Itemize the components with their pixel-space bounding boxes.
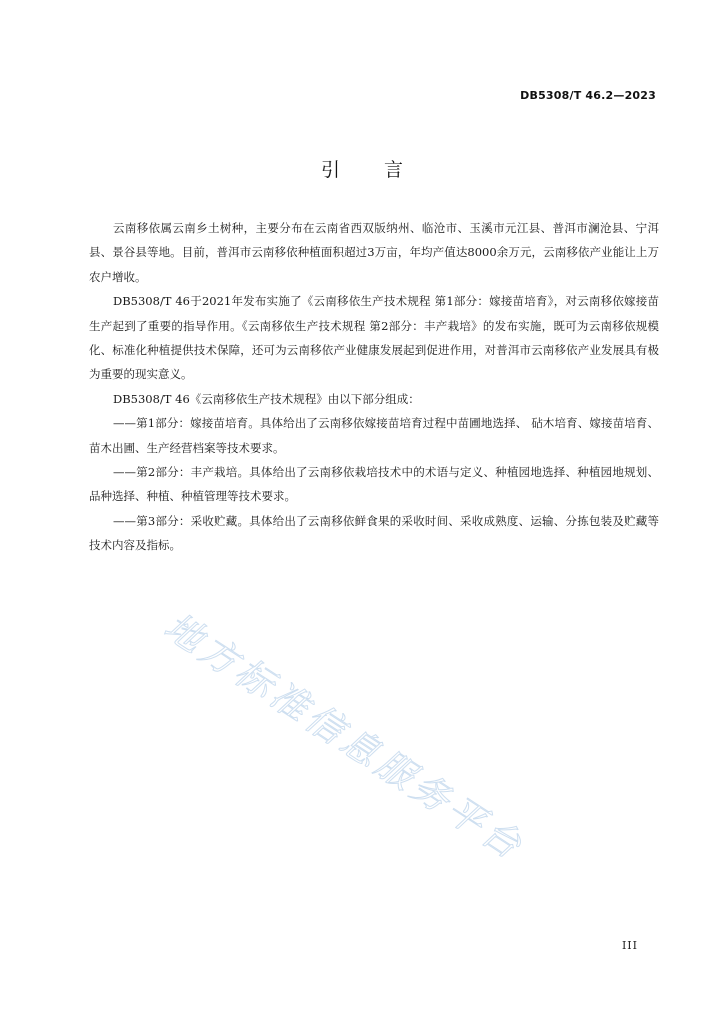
paragraph-parts-intro: DB5308/T 46《云南移依生产技术规程》由以下部分组成： <box>113 391 420 406</box>
body-text <box>89 216 659 558</box>
paragraph-part-3: ——第3部分：采收贮藏。具体给出了云南移依鲜食果的采收时间、采收成熟度、运输、分拣包装及贮藏等技术内容及指标。 <box>89 513 659 553</box>
paragraph-part-2: ——第2部分：丰产栽培。具体给出了云南移依栽培技术中的术语与定义、种植园地选择、种植园地规划、品种选择、种植、种植管理等技术要求。 <box>89 465 659 504</box>
watermark-text: 地方标准信息服务平台 <box>156 604 533 870</box>
paragraph-intro: 云南移依属云南乡土树种，主要分布在云南省西双版纳州、临沧市、玉溪市元江县、普洱市澜沧县、宁洱县、景谷县等地。目前，普洱市云南移依种植面积超过3万亩，年均产值达8000余万元，云南移依产业能让上万农户增收。 <box>89 221 659 284</box>
paragraph-part-1: ——第1部分：嫁接苗培育。具体给出了云南移依嫁接苗培育过程中苗圃地选择、 砧木培育、嫁接苗培育、苗木出圃、生产经营档案等技术要求。 <box>89 416 659 455</box>
document-code: DB5308/T 46.2—2023 <box>520 89 656 102</box>
page-number: III <box>621 939 638 952</box>
page-title: 引言 <box>320 159 447 181</box>
paragraph-standard-history: DB5308/T 46于2021年发布实施了《云南移依生产技术规程 第1部分：嫁接苗培育》，对云南移依嫁接苗生产起到了重要的指导作用。《云南移依生产技术规程 第2部分：丰产栽培》的发布实施，既可为云南移依规模化、标准化种植提供技术保障，还可为云南移依产业健康发展起到促进作用，对普洱市云南移依产业发展具有极为重要的现实意义。 <box>89 294 659 382</box>
